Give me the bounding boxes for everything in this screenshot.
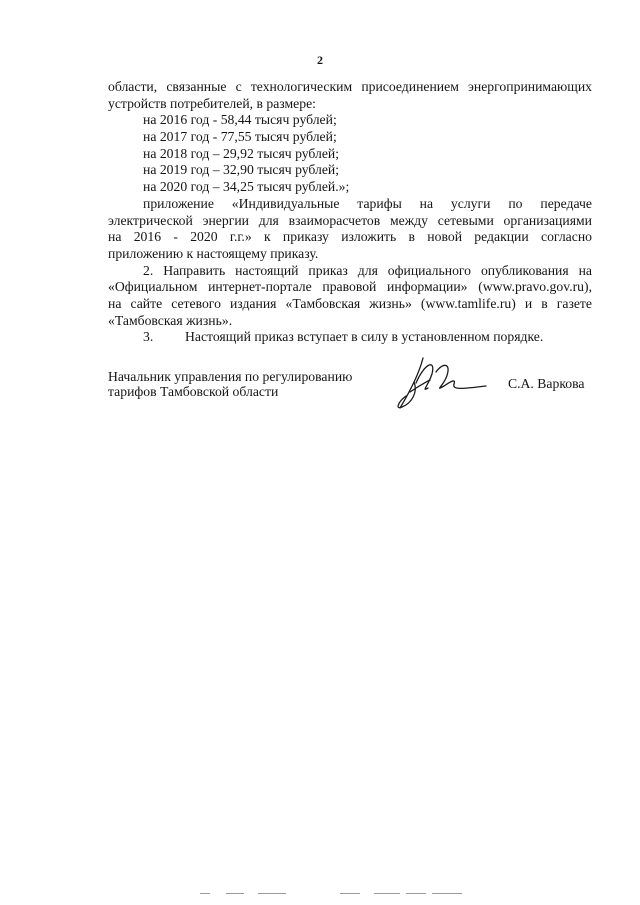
- scan-artifact-marks: [0, 888, 640, 900]
- item-3-text: Настоящий приказ вступает в силу в установленном порядке.: [185, 329, 544, 345]
- signatory-position-line: тарифов Тамбовской области: [108, 384, 279, 399]
- appendix-paragraph-line: на 2016 - 2020 г.г.» к приказу изложить в новой редакции согласно: [108, 229, 592, 245]
- paragraph-continuation-line: области, связанные с технологическим присоединением энергопринимающих: [108, 79, 592, 94]
- signatory-position: [108, 369, 352, 399]
- item-3: [108, 329, 592, 346]
- item-2-line: 2. Направить настоящий приказ для официального опубликования на: [143, 262, 592, 278]
- tariff-amount-line: на 2018 год – 29,92 тысяч рублей;: [143, 145, 340, 161]
- document-body: [108, 79, 592, 346]
- appendix-paragraph-line: приложение «Индивидуальные тарифы на услуги по передаче: [143, 195, 592, 211]
- item-3-number: 3.: [143, 329, 154, 345]
- tariff-amount-line: на 2020 год – 34,25 тысяч рублей.»;: [143, 179, 350, 195]
- item-2-line: на сайте сетевого издания «Тамбовская жизнь» (www.tamlife.ru) и в газете: [108, 295, 592, 311]
- tariff-amount-line: на 2017 год - 77,55 тысяч рублей;: [143, 129, 337, 145]
- signatory-position-line: Начальник управления по регулированию: [108, 369, 353, 384]
- appendix-paragraph-line: приложению к настоящему приказу.: [108, 245, 319, 261]
- signatory-name: С.А. Варкова: [508, 376, 585, 391]
- paragraph-continuation-line: устройств потребителей, в размере:: [108, 95, 316, 111]
- appendix-paragraph-line: электрической энергии для взаиморасчетов между сетевыми организациями: [108, 212, 592, 228]
- item-2-line: «Официальном интернет-портале правовой информации» (www.pravo.gov.ru),: [108, 279, 592, 295]
- tariff-amount-line: на 2016 год - 58,44 тысяч рублей;: [143, 112, 337, 128]
- tariff-amount-line: на 2019 год – 32,90 тысяч рублей;: [143, 162, 340, 178]
- signature: [390, 352, 490, 414]
- item-2-line: «Тамбовская жизнь».: [108, 312, 233, 328]
- page-number: 2: [317, 53, 323, 67]
